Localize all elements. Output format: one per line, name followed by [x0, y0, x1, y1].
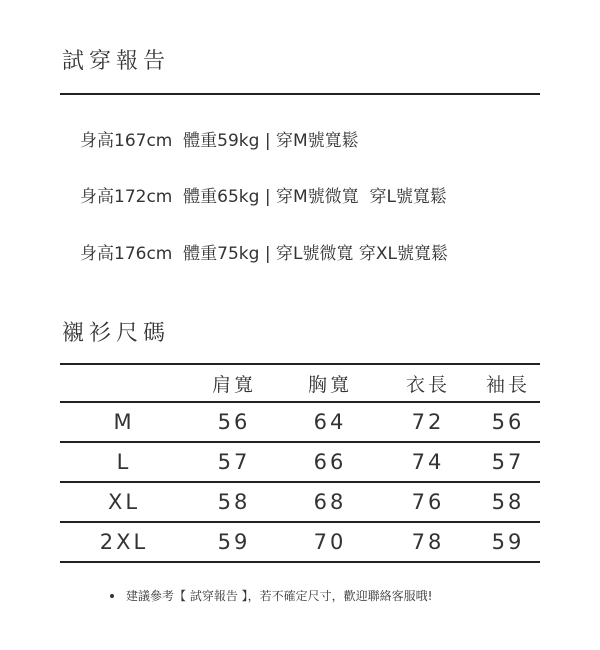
value-cell: 68 — [280, 482, 380, 522]
size-cell: XL — [60, 482, 188, 522]
value-cell: 76 — [380, 482, 476, 522]
size-chart-table — [60, 363, 540, 563]
header-cell-shoulder: 肩寬 — [188, 364, 280, 402]
table-row — [60, 402, 540, 442]
size-cell: 2XL — [60, 522, 188, 562]
value-cell: 74 — [380, 442, 476, 482]
value-cell: 78 — [380, 522, 476, 562]
value-cell: 70 — [280, 522, 380, 562]
value-cell: 56 — [188, 402, 280, 442]
table-row — [60, 482, 540, 522]
fit-report-line: 身高172cm 體重65kg | 穿M號微寬 穿L號寬鬆 — [80, 187, 447, 207]
header-cell-sleeve: 袖長 — [476, 364, 540, 402]
value-cell: 66 — [280, 442, 380, 482]
header-cell-length: 衣長 — [380, 364, 476, 402]
value-cell: 72 — [380, 402, 476, 442]
size-cell: L — [60, 442, 188, 482]
table-row — [60, 522, 540, 562]
header-cell-size — [60, 364, 188, 402]
value-cell: 58 — [476, 482, 540, 522]
bullet-icon — [110, 594, 114, 598]
divider — [60, 93, 540, 95]
value-cell: 58 — [188, 482, 280, 522]
table-row — [60, 442, 540, 482]
value-cell: 59 — [188, 522, 280, 562]
value-cell: 56 — [476, 402, 540, 442]
value-cell: 57 — [476, 442, 540, 482]
size-chart-title: 襯衫尺碼 — [62, 321, 171, 346]
value-cell: 57 — [188, 442, 280, 482]
fit-report-line: 身高176cm 體重75kg | 穿L號微寬 穿XL號寬鬆 — [80, 244, 448, 264]
size-cell: M — [60, 402, 188, 442]
size-advice-note — [110, 587, 432, 604]
size-advice-text: 建議參考【 試穿報告 】，若不確定尺寸，歡迎聯絡客服哦! — [126, 589, 433, 603]
fit-report-line: 身高167cm 體重59kg | 穿M號寬鬆 — [80, 131, 359, 151]
value-cell: 59 — [476, 522, 540, 562]
value-cell: 64 — [280, 402, 380, 442]
fit-report-title: 試穿報告 — [62, 49, 171, 74]
header-cell-chest: 胸寬 — [280, 364, 380, 402]
table-header-row — [60, 364, 540, 402]
